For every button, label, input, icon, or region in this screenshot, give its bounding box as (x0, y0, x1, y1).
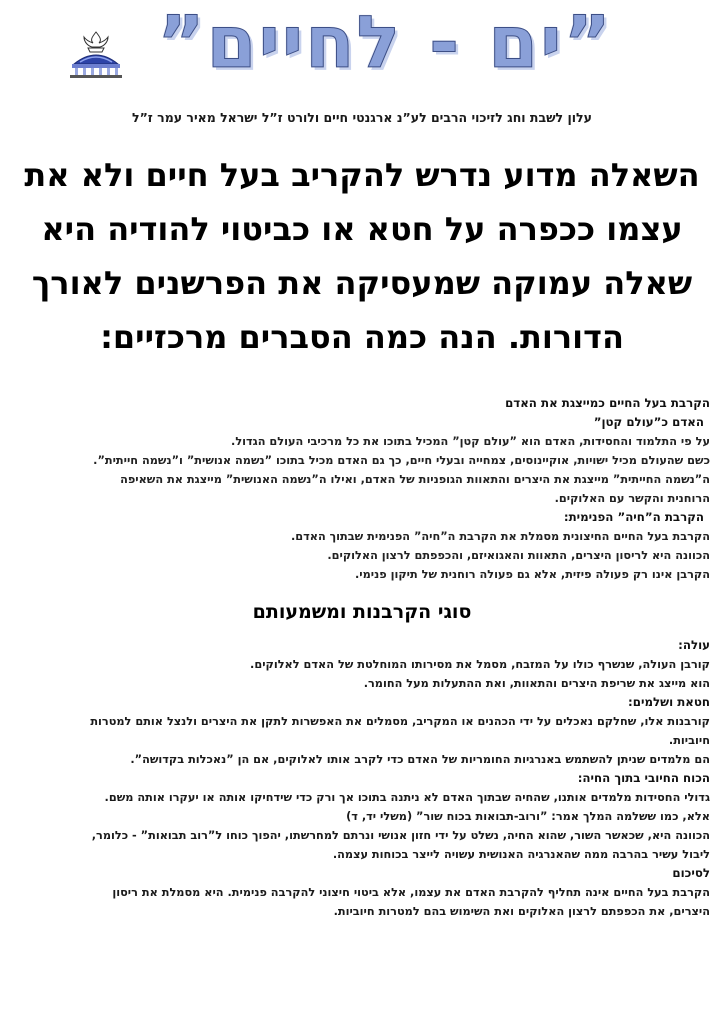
article-body (14, 394, 710, 921)
subheading: הקרבת ה”חיה” הפנימית: (563, 510, 704, 524)
paragraph-line: הם מלמדים שניתן להשתמש באנרגיות החומריות של האדם כדי לקרב אותו לאלוקים, אם הן ”נאכלות בקדושה”. (130, 753, 710, 766)
subheading: האדם כ”עולם קטן” (593, 415, 704, 429)
paragraph-line: אלא, כמו ששלמה המלך אמר: ”ורוב-תבואות בכוח שור” (משלי יד, ד) (346, 810, 710, 823)
paragraph-line: ה”נשמה החייתית” מייצגת את היצרים והתאוות הגופניות של האדם, ואילו ה”נשמה האנושית” מייצגת את השאיפה (120, 473, 710, 486)
section-heading: הקרבת בעל החיים כמייצגת את האדם (505, 396, 710, 410)
newsletter-title: ”ים - לחיים” (157, 0, 613, 84)
masthead (0, 0, 724, 100)
paragraph-line: קורבן העולה, שנשרף כולו על המזבח, מסמל את מסירותו המוחלטת של האדם לאלוקים. (250, 658, 710, 671)
paragraph-line: הקרבת בעל החיים אינה תחליף להקרבת האדם את עצמו, אלא ביטוי חיצוני להקרבה פנימית. היא מסמלת את ריסון (112, 886, 710, 899)
dedication-subtitle: עלון לשבת וחג לזיכוי הרבים לע”נ ארגנטי חיים ולורט ז”ל ישראל מאיר עמר ז”ל (132, 110, 592, 125)
paragraph-line: הכוונה היא, שכאשר השור, שהוא החיה, נשלט על ידי חזון אנושי ונרתם למחרשתו, יהפוך כוחו ל”רוב תבואות” - כלומר, (91, 829, 710, 842)
power-heading: הכוח החיובי בתוך החיה: (577, 771, 710, 785)
paragraph-line: ליבול עשיר בהרבה ממה שהאנרגיה האנושית עשויה לייצר בכוחות עצמה. (332, 848, 710, 861)
paragraph-line: הקרבת בעל החיים החיצונית מסמלת את הקרבת ה”חיה” הפנימית שבתוך האדם. (290, 530, 710, 543)
paragraph-line: הרוחנית והקשר עם האלוקים. (554, 492, 710, 505)
paragraph-line: היצרים, את הכפפתם לרצון האלוקים ואת השימוש בהם למטרות חיוביות. (333, 905, 710, 918)
chatat-heading: חטאת ושלמים: (628, 695, 710, 709)
main-headline: השאלה מדוע נדרש להקריב בעל חיים ולא את עצמו ככפרה על חטא או כביטוי להודיה היא שאלה עמוקה שמעסיקה את הפרשנים לאורך הדורות. הנה כמה הסברים מרכזיים: (24, 156, 700, 356)
paragraph-line: הקרבן אינו רק פעולה פיזית, אלא גם פעולה רוחנית של תיקון פנימי. (354, 568, 710, 581)
building-logo-icon (66, 28, 126, 80)
paragraph-line: הכוונה היא לריסון היצרים, התאוות והאגואיזם, והכפפתם לרצון האלוקים. (327, 549, 710, 562)
paragraph-line: קורבנות אלו, שחלקם נאכלים על ידי הכהנים או המקריב, מסמלים את האפשרות לתקן את היצרים ולנצל אותם למטרות (90, 715, 710, 728)
paragraph-line: חיוביות. (668, 734, 710, 747)
paragraph-line: גדולי החסידות מלמדים אותנו, שהחיה שבתוך האדם לא ניתנה בתוכו אך ורק כדי שידחיקו אותה או יעקרו אותה משם. (104, 791, 710, 804)
paragraph-line: כשם שהעולם מכיל ישויות, אוקיינוסים, צמחייה ובעלי חיים, כך גם האדם מכיל בתוכו ”נשמה אנושית” ו”נשמה חייתית”. (93, 454, 710, 467)
summary-heading: לסיכום (672, 866, 710, 880)
paragraph-line: הוא מייצג את שריפת היצרים והתאוות, ואת ההתעלות מעל החומר. (363, 677, 710, 690)
paragraph-line: על פי התלמוד והחסידות, האדם הוא ”עולם קטן” המכיל בתוכו את כל מרכיבי העולם הגדול. (231, 435, 710, 448)
olah-heading: עולה: (678, 638, 710, 652)
section-title: סוגי הקרבנות ומשמעותם (252, 601, 472, 623)
